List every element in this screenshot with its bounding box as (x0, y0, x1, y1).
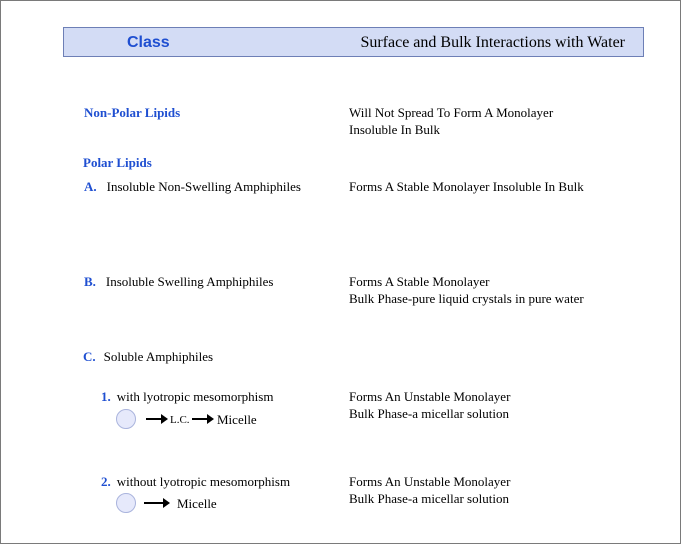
nonpolar-desc-2: Insoluble In Bulk (349, 122, 440, 137)
item-c1-name: with lyotropic mesomorphism (116, 389, 274, 404)
polar-label: Polar Lipids (83, 155, 152, 170)
arrow-icon (144, 498, 170, 508)
item-b-desc-1: Forms A Stable Monolayer (349, 274, 490, 289)
arrow-icon (146, 414, 168, 424)
item-c2-name: without lyotropic mesomorphism (116, 474, 291, 489)
item-c (83, 348, 213, 365)
item-b-desc-2: Bulk Phase-pure liquid crystals in pure water (349, 291, 584, 306)
item-c1-marker: 1. (101, 389, 111, 404)
item-c-name: Soluble Amphiphiles (103, 349, 214, 364)
class-heading: Class (127, 34, 170, 51)
interaction-heading: Surface and Bulk Interactions with Water (360, 34, 625, 51)
item-c2-marker: 2. (101, 474, 111, 489)
item-b-name: Insoluble Swelling Amphiphiles (105, 274, 274, 289)
nonpolar-desc-1: Will Not Spread To Form A Monolayer (349, 105, 554, 120)
item-c-marker: C. (83, 349, 96, 364)
item-b (84, 273, 273, 290)
nonpolar-label: Non-Polar Lipids (84, 105, 181, 120)
item-a-marker: A. (84, 179, 97, 194)
monomer-circle-1 (116, 409, 136, 429)
micelle-label-1: Micelle (217, 412, 257, 427)
monomer-circle-2 (116, 493, 136, 513)
item-c1-desc-1: Forms An Unstable Monolayer (349, 389, 511, 404)
item-c2 (101, 473, 290, 490)
item-c1 (101, 388, 273, 405)
item-a-name: Insoluble Non-Swelling Amphiphiles (106, 179, 301, 194)
header-bar (63, 27, 644, 57)
item-c2-desc-1: Forms An Unstable Monolayer (349, 474, 511, 489)
item-a (84, 178, 301, 195)
item-a-desc: Forms A Stable Monolayer Insoluble In Bulk (349, 179, 584, 194)
arrow-icon (192, 414, 214, 424)
item-b-marker: B. (84, 274, 96, 289)
item-c1-desc-2: Bulk Phase-a micellar solution (349, 406, 509, 421)
lc-label: L.C. (170, 414, 190, 426)
item-c2-desc-2: Bulk Phase-a micellar solution (349, 491, 509, 506)
micelle-label-2: Micelle (177, 496, 217, 511)
